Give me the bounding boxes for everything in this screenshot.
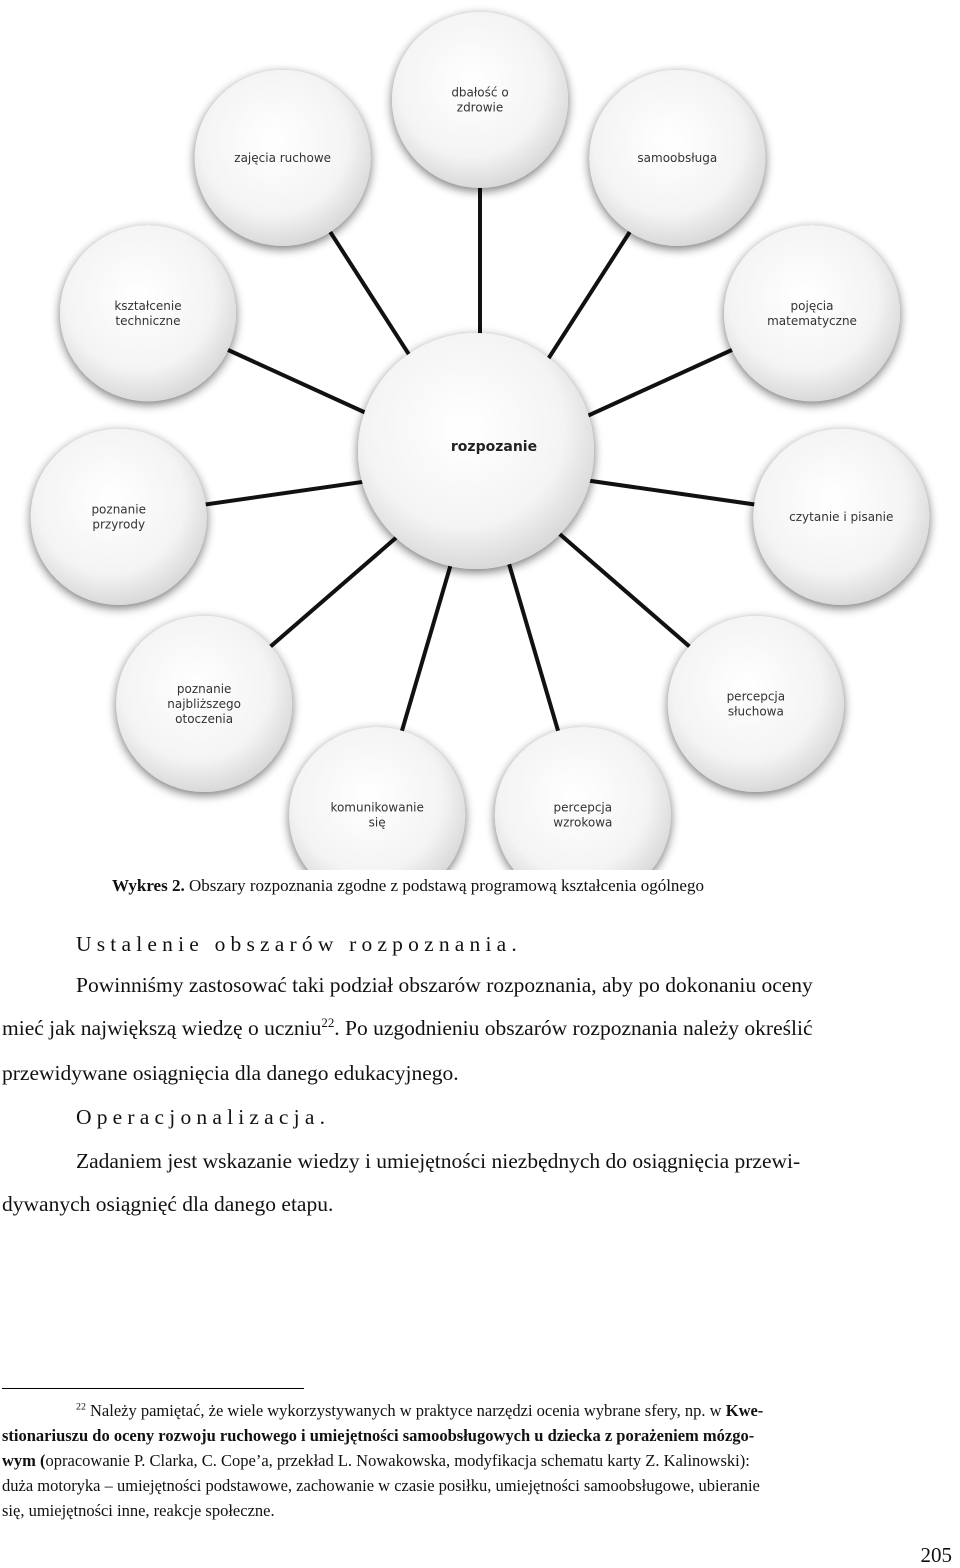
footnote-rule xyxy=(2,1388,304,1389)
center-label: rozpozanie xyxy=(450,439,538,455)
diagram-node xyxy=(495,727,671,870)
heading-ustalenie: Ustalenie obszarów rozpoznania. xyxy=(76,932,522,956)
footnote-text-3a: wym ( xyxy=(2,1451,46,1470)
node-label: czytanie i pisanie xyxy=(789,509,894,524)
diagram-node xyxy=(589,70,765,246)
node-label: przyrody xyxy=(92,517,146,532)
node-label: samoobsługa xyxy=(637,150,718,165)
diagram-node xyxy=(753,429,929,605)
heading-operacjonalizacja: Operacjonalizacja. xyxy=(76,1105,331,1129)
diagram-node xyxy=(60,225,236,401)
node-circle xyxy=(289,727,465,870)
diagram-node xyxy=(668,616,844,792)
diagram-node xyxy=(289,727,465,870)
footnote-line-1 xyxy=(2,1403,958,1420)
node-label: komunikowanie xyxy=(330,800,424,815)
diagram-node xyxy=(724,225,900,401)
node-label: poznanie xyxy=(176,682,232,697)
paragraph-1-line-2 xyxy=(2,1015,813,1040)
center-node xyxy=(358,333,594,569)
footnote-text-1a: Należy pamiętać, że wiele wykorzystywanych w praktyce narzędzi ocenia wybrane sfery, np. w xyxy=(85,1401,726,1420)
footnote-text-1b: Kwe- xyxy=(725,1401,764,1420)
caption-label: Wykres 2. xyxy=(112,876,185,895)
caption-text: Obszary rozpoznania zgodne z podstawą programową kształcenia ogólnego xyxy=(184,876,704,895)
node-label: słuchowa xyxy=(727,704,784,719)
diagram-node xyxy=(31,429,207,605)
page-number: 205 xyxy=(920,1543,952,1567)
paragraph-1-line-2-text-a: mieć jak największą wiedzę o uczniu xyxy=(2,1016,322,1040)
node-label: techniczne xyxy=(115,313,181,328)
node-label: wzrokowa xyxy=(553,815,613,830)
node-label: najbliższego xyxy=(167,697,242,712)
paragraph-1-line-1: Powinniśmy zastosować taki podział obszarów rozpoznania, aby po dokonaniu oceny xyxy=(76,973,813,997)
footnote-number: 22 xyxy=(76,1401,86,1413)
node-label: się xyxy=(368,815,386,830)
footnote-text-3b: opracowanie P. Clarka, C. Cope’a, przekład L. Nowakowska, modyfikacja schematu karty Z. Kalinowski): xyxy=(45,1451,750,1470)
node-label: zdrowie xyxy=(456,100,504,115)
figure-caption xyxy=(112,876,704,896)
footnote-line-5: się, umiejętności inne, reakcje społeczne. xyxy=(2,1501,275,1520)
node-label: percepcja xyxy=(726,689,786,704)
node-label: percepcja xyxy=(553,800,613,815)
node-label: dbałość o xyxy=(451,85,509,100)
footnote-ref-22: 22 xyxy=(321,1015,335,1030)
node-label: zajęcia ruchowe xyxy=(234,150,332,165)
node-label: otoczenia xyxy=(175,712,234,727)
node-label: poznanie xyxy=(91,502,146,517)
footnote-line-2: stionariuszu do oceny rozwoju ruchowego i umiejętności samoobsługowych u dziecka z porażeniem mózgo- xyxy=(2,1426,755,1445)
node-label: kształcenie xyxy=(114,298,182,313)
footnote-line-4: duża motoryka – umiejętności podstawowe, zachowanie w czasie posiłku, umiejętności samoobsługowe, ubieranie xyxy=(2,1476,760,1495)
diagram-node xyxy=(116,616,292,792)
paragraph-1-line-2-text-b: . Po uzgodnieniu obszarów rozpoznania należy określić xyxy=(334,1016,813,1040)
diagram-node xyxy=(392,12,568,188)
paragraph-1-line-3: przewidywane osiągnięcia dla danego edukacyjnego. xyxy=(2,1061,459,1085)
paragraph-2-line-2: dywanych osiągnięć dla danego etapu. xyxy=(2,1192,334,1216)
diagram-node xyxy=(195,70,371,246)
node-label: pojęcia xyxy=(790,298,834,313)
paragraph-2-line-1: Zadaniem jest wskazanie wiedzy i umiejętności niezbędnych do osiągnięcia przewi- xyxy=(76,1149,801,1173)
node-label: matematyczne xyxy=(767,313,857,328)
footnote-line-3 xyxy=(2,1453,958,1470)
node-circle xyxy=(495,727,671,870)
